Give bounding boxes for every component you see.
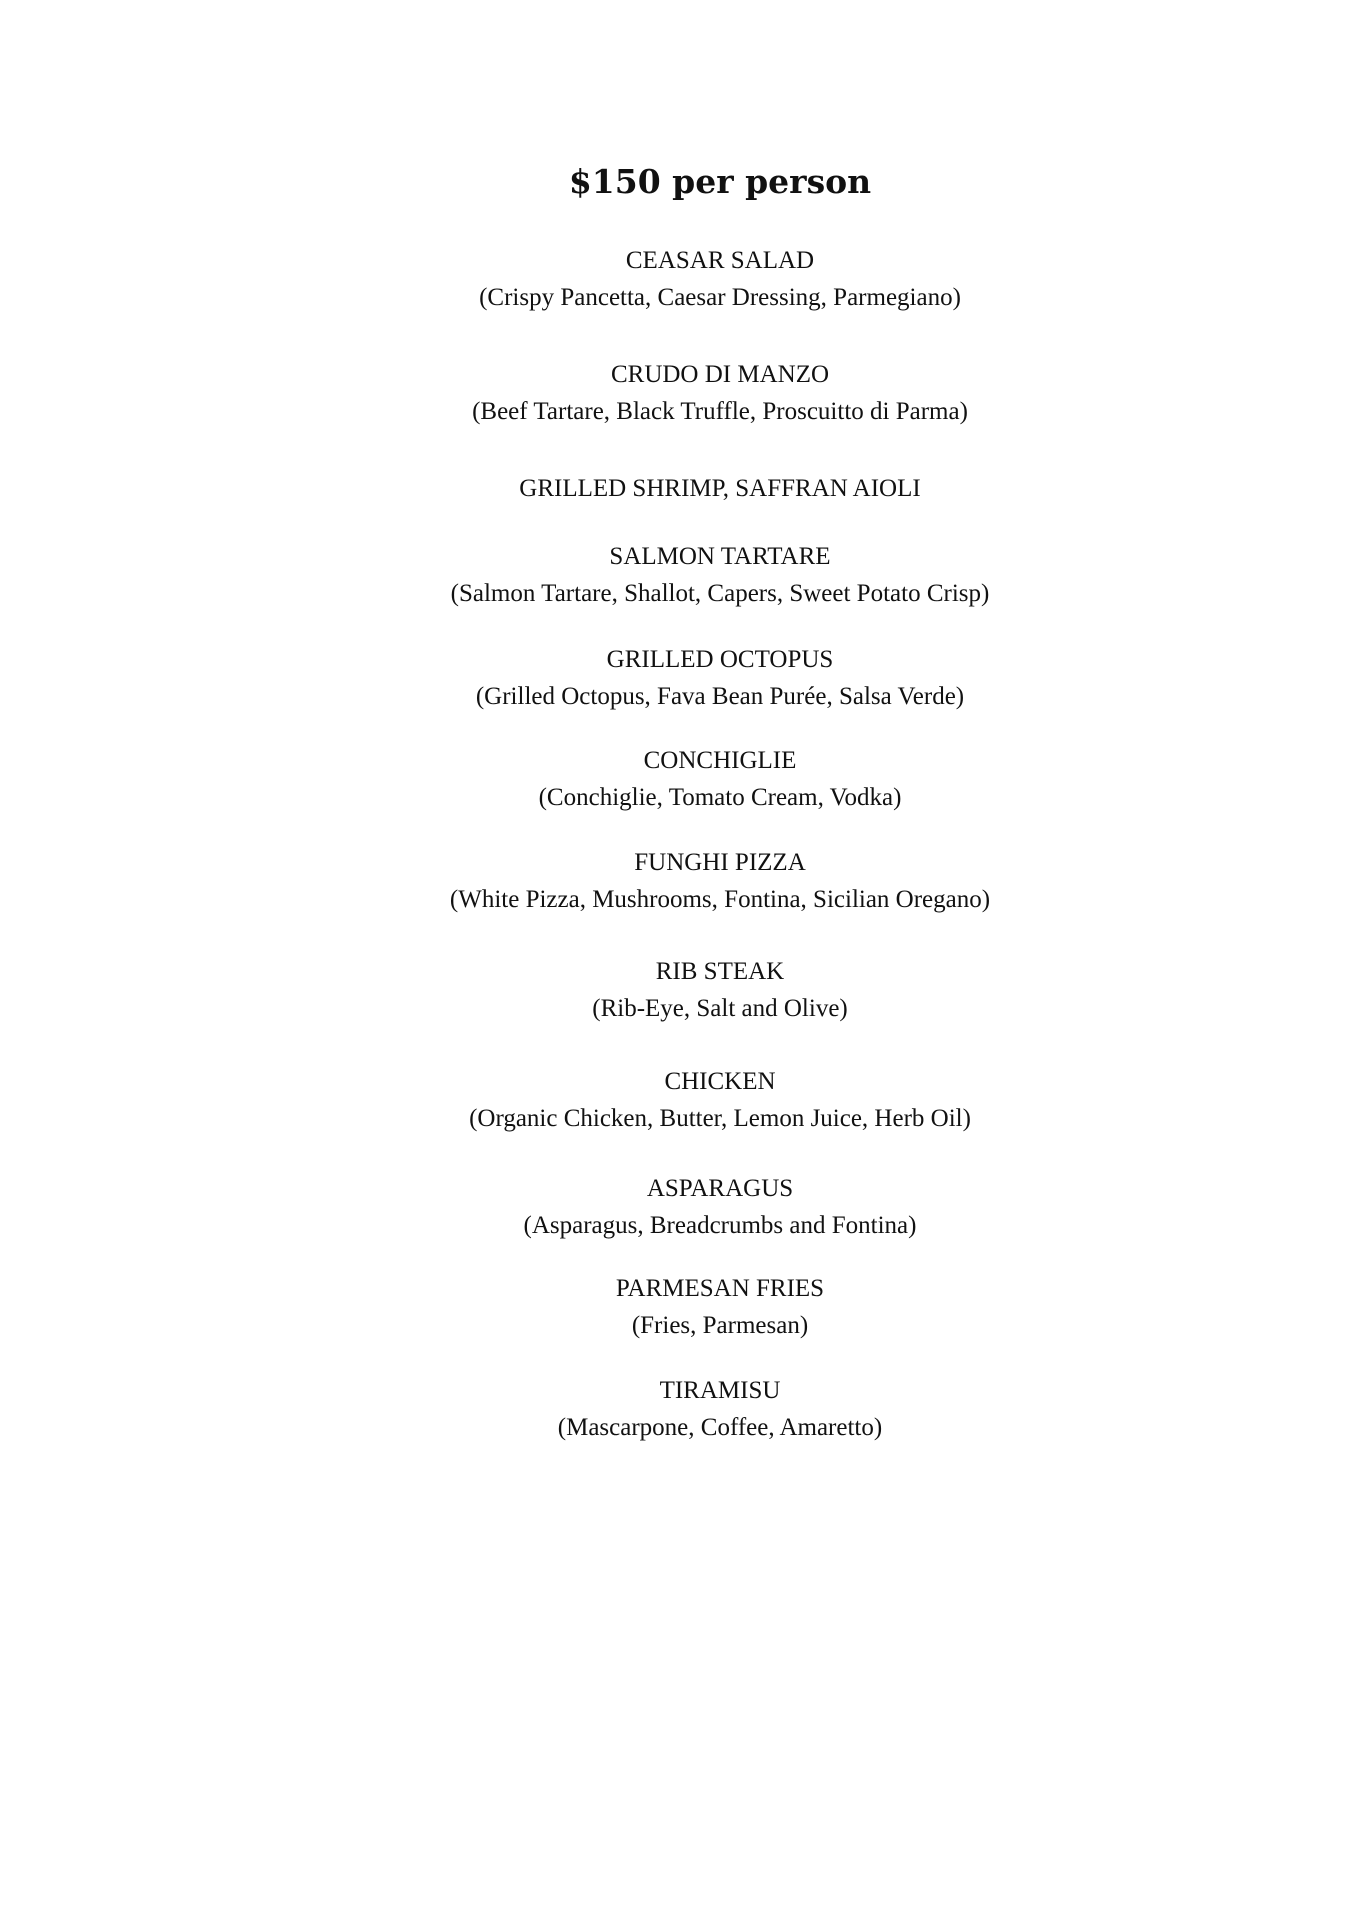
dish-name: TIRAMISU: [659, 1377, 781, 1404]
dish-name: CEASAR SALAD: [625, 247, 815, 274]
dish-description: (Mascarpone, Coffee, Amaretto): [557, 1414, 883, 1441]
dish-name: SALMON TARTARE: [609, 543, 831, 570]
menu-item-tiramisu: [0, 1372, 1360, 1446]
dish-description: (White Pizza, Mushrooms, Fontina, Sicilian Oregano): [449, 886, 991, 913]
menu-item-chicken: [0, 1063, 1360, 1137]
dish-description: (Salmon Tartare, Shallot, Capers, Sweet Potato Crisp): [450, 580, 990, 607]
dish-description: (Crispy Pancetta, Caesar Dressing, Parmegiano): [479, 284, 961, 311]
dish-name: CRUDO DI MANZO: [610, 361, 830, 388]
price-heading: $150 per person: [568, 162, 872, 201]
dish-name: FUNGHI PIZZA: [634, 849, 806, 876]
dish-name: PARMESAN FRIES: [615, 1275, 825, 1302]
menu-item-conchiglie: [0, 742, 1360, 816]
dish-description: (Organic Chicken, Butter, Lemon Juice, Herb Oil): [469, 1105, 971, 1132]
menu-item-crudo-di-manzo: [0, 356, 1360, 430]
dish-description: (Rib-Eye, Salt and Olive): [592, 995, 848, 1022]
dish-name: GRILLED OCTOPUS: [606, 646, 834, 673]
dish-description: (Beef Tartare, Black Truffle, Proscuitto di Parma): [472, 398, 968, 425]
menu-item-ceasar-salad: [0, 242, 1360, 316]
dish-name: GRILLED SHRIMP, SAFFRAN AIOLI: [519, 475, 921, 502]
dish-name: CONCHIGLIE: [643, 747, 797, 774]
menu-item-grilled-shrimp: [0, 470, 1360, 507]
menu-item-salmon-tartare: [0, 538, 1360, 612]
menu-item-parmesan-fries: [0, 1270, 1360, 1344]
menu-item-rib-steak: [0, 953, 1360, 1027]
dish-description: (Conchiglie, Tomato Cream, Vodka): [538, 784, 902, 811]
dish-name: ASPARAGUS: [646, 1175, 794, 1202]
dish-name: CHICKEN: [664, 1068, 776, 1095]
menu-item-funghi-pizza: [0, 844, 1360, 918]
menu-item-asparagus: [0, 1170, 1360, 1244]
dish-description: (Fries, Parmesan): [631, 1312, 809, 1339]
menu-item-grilled-octopus: [0, 641, 1360, 715]
dish-description: (Grilled Octopus, Fava Bean Purée, Salsa Verde): [475, 683, 965, 710]
dish-name: RIB STEAK: [655, 958, 785, 985]
dish-description: (Asparagus, Breadcrumbs and Fontina): [523, 1212, 917, 1239]
